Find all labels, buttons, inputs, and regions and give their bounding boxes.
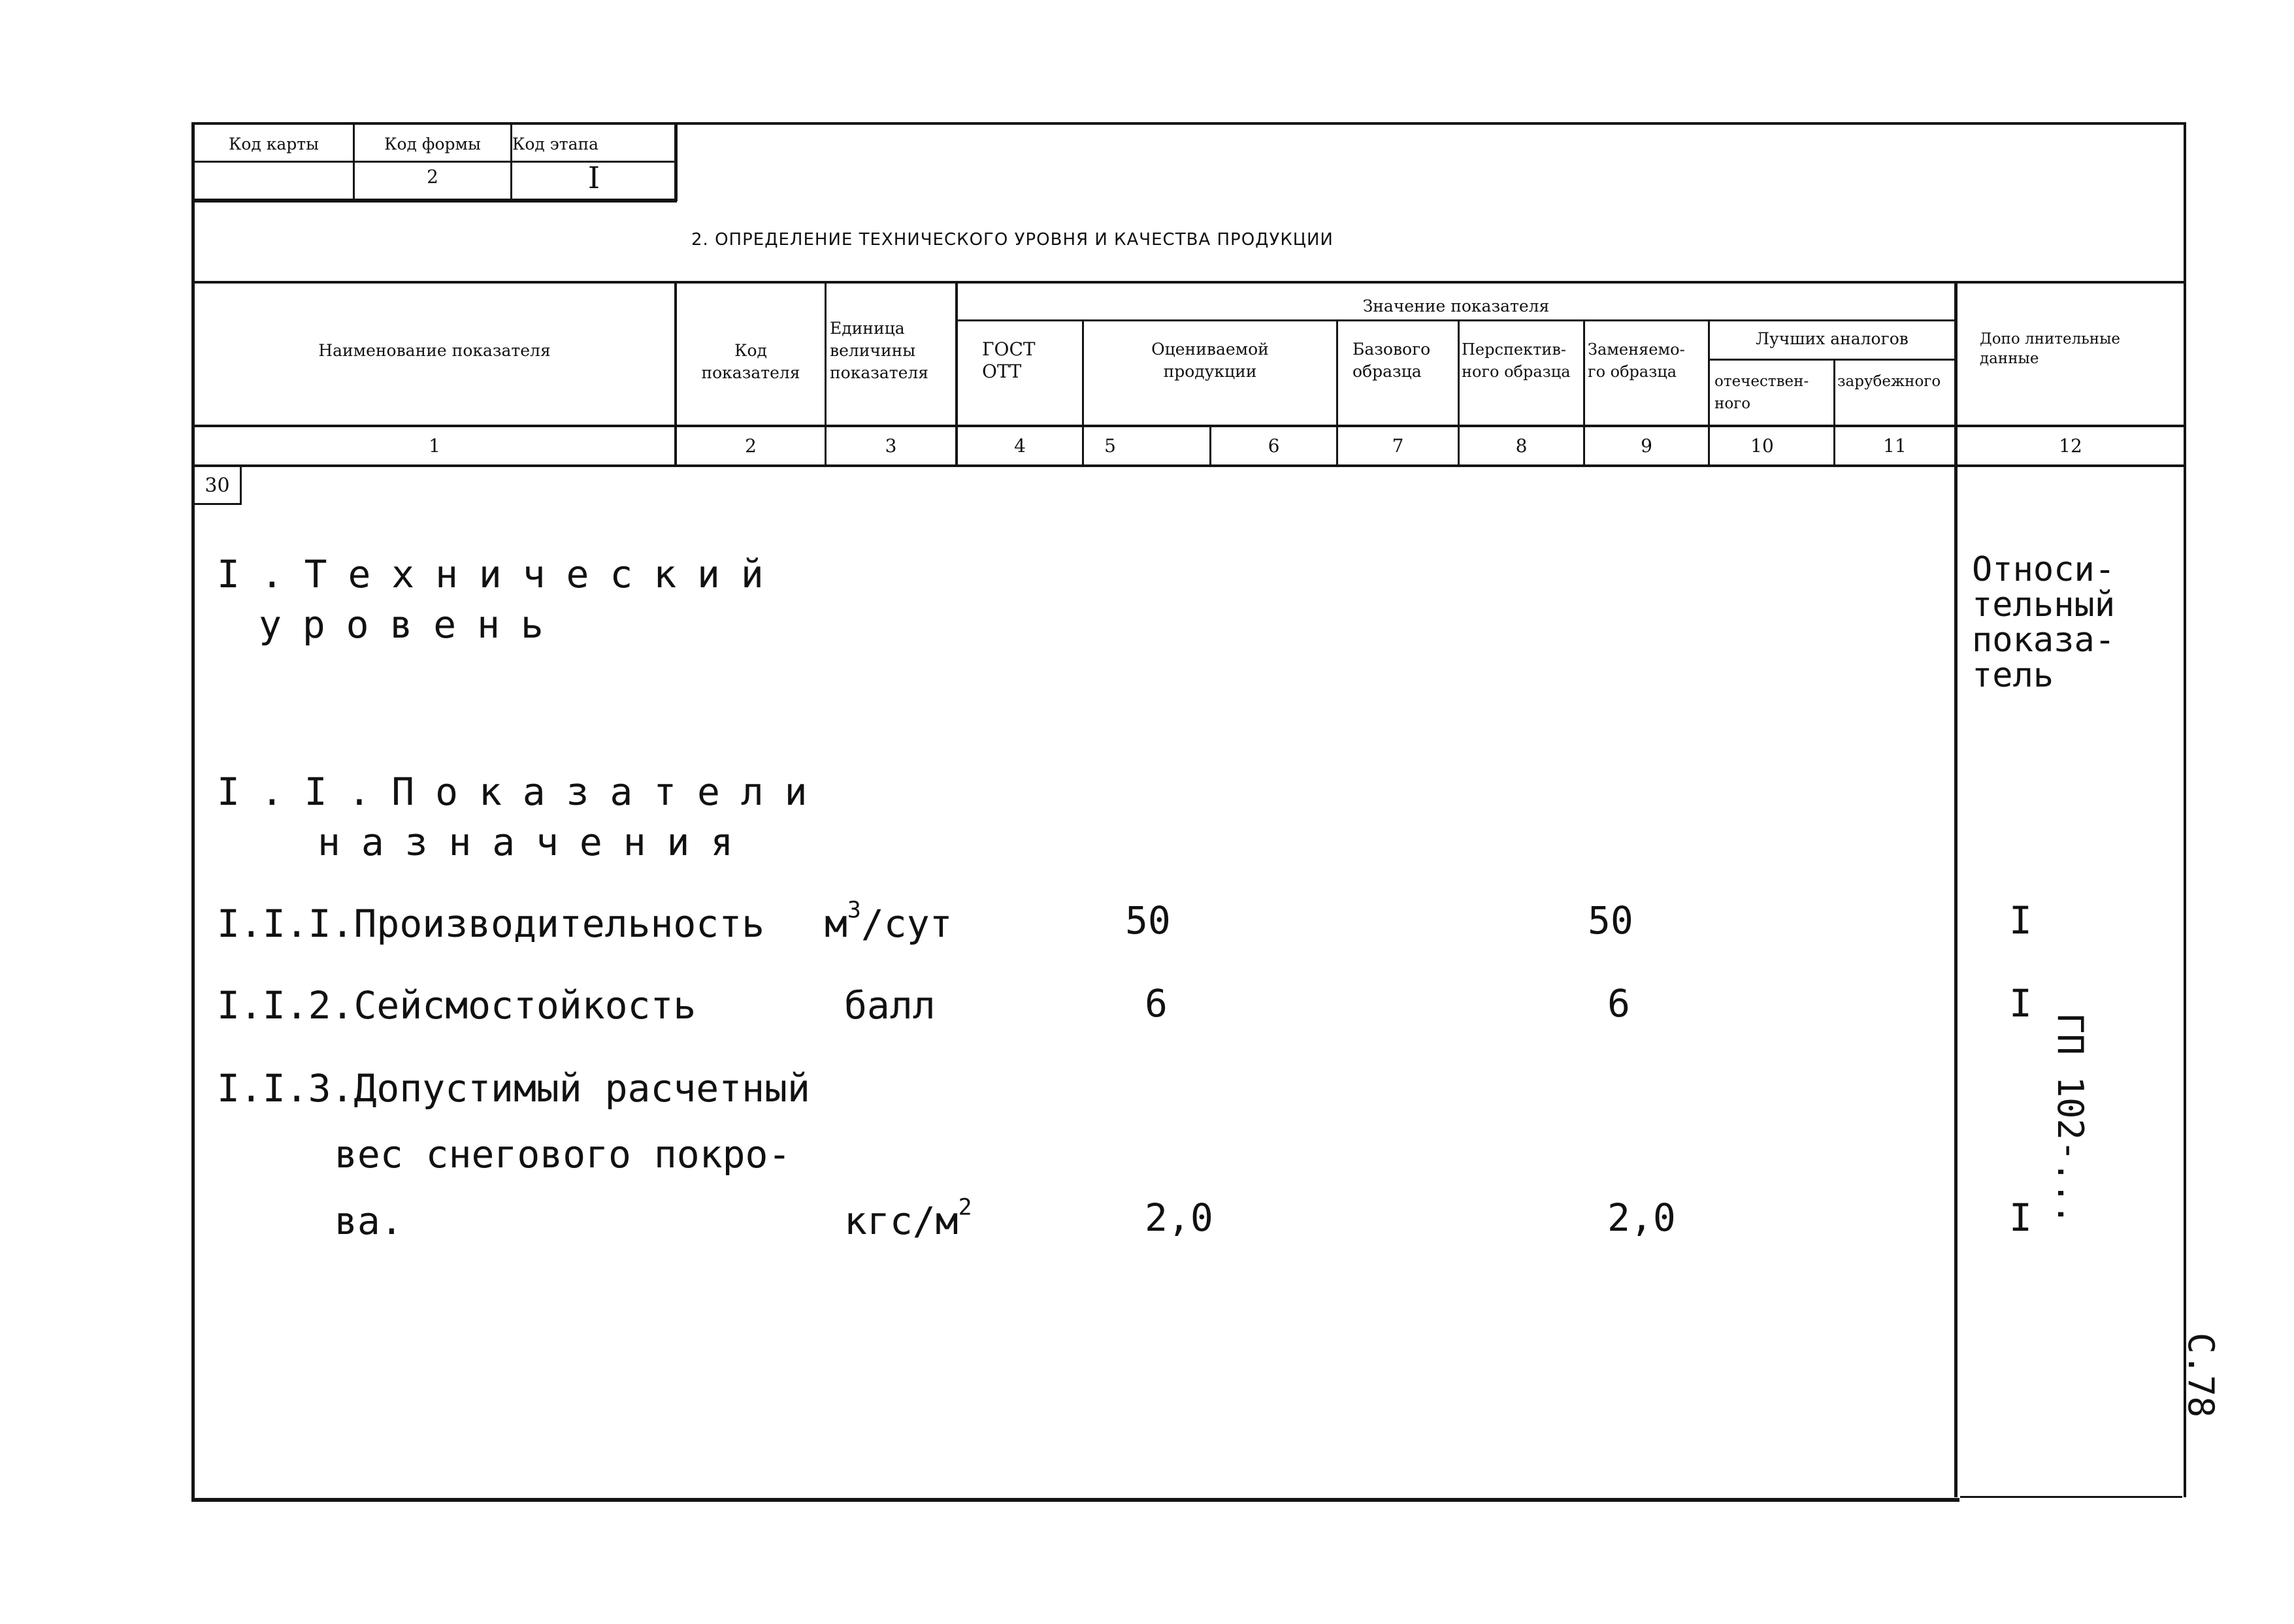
header-top [193, 281, 2186, 284]
values-group-line [957, 319, 1956, 321]
header-additional: Допо лнительные данные [1980, 331, 2121, 367]
header-indicator-code: Код показателя [701, 341, 800, 382]
section-purpose-line2: назначения [318, 820, 755, 864]
row-3-name-line1: I.I.3.Допустимый расчетный [217, 1066, 810, 1111]
col-num-1: 1 [429, 435, 440, 457]
form-code-value: 2 [427, 166, 438, 187]
row-2-additional: I [2009, 981, 2032, 1026]
header-foreign: зарубежного [1837, 373, 1941, 390]
header-gost: ГОСТ ОТТ [982, 338, 1036, 382]
row-2-evaluated: 6 [1145, 981, 1168, 1026]
row-1-additional: I [2009, 898, 2032, 943]
row-2-replaced: 6 [1607, 981, 1630, 1026]
frame-bottom [191, 1498, 1959, 1502]
stage-code-value: I [587, 160, 600, 195]
page-number: 30 [205, 474, 230, 497]
header-best-analogs: Лучших аналогов [1756, 329, 1909, 348]
row-3-evaluated: 2,0 [1145, 1195, 1213, 1240]
row-3-unit: кгс/$м^2$ [844, 1194, 972, 1243]
col-num-8: 8 [1515, 435, 1528, 457]
pagebox-bottom [193, 503, 242, 505]
codes-divider-2 [193, 199, 677, 203]
col-num-9: 9 [1641, 435, 1652, 457]
row-1-unit: $м^3$/сут [825, 897, 953, 946]
header-indicator-name: Наименование показателя [318, 341, 551, 360]
side-stamp-top: ГП 102-... [2050, 1013, 2091, 1226]
header-value-group: Значение показателя [1362, 297, 1550, 316]
frame-right [2184, 122, 2186, 1497]
col-num-12: 12 [2059, 435, 2082, 457]
frame-left [191, 122, 195, 1501]
header-domestic: отечествен- ного [1714, 373, 1809, 412]
card-code-label: Код карты [228, 135, 319, 154]
col-num-5: 5 [1104, 435, 1116, 457]
row-1-evaluated: 50 [1125, 898, 1171, 943]
col-num-11: 11 [1883, 435, 1907, 457]
pagebox-right [240, 466, 242, 504]
row-2-name: I.I.2.Сейсмостойкость [217, 983, 696, 1028]
row-3-replaced: 2,0 [1607, 1195, 1676, 1240]
row-3-name-line3: ва. [335, 1199, 403, 1243]
col-num-10: 10 [1750, 435, 1774, 457]
frame-bottom-right [1960, 1496, 2182, 1498]
section-tech-level-line2: уровень [259, 602, 565, 647]
header-bottom [193, 425, 2186, 427]
header-replaced: Заменяемо- го образца [1588, 340, 1685, 381]
row-3-name-line2: вес снегового покро- [335, 1132, 791, 1177]
frame-top [193, 122, 2186, 125]
col-num-4: 4 [1014, 435, 1026, 457]
col-num-6: 6 [1268, 435, 1280, 457]
col-num-2: 2 [745, 435, 757, 457]
form-title: 2. ОПРЕДЕЛЕНИЕ ТЕХНИЧЕСКОГО УРОВНЯ И КАЧЕСТВА ПРОДУКЦИИ [691, 230, 1334, 250]
header-prospective: Перспектив- ного образца [1462, 340, 1571, 381]
stage-code-label: Код этапа [512, 135, 599, 154]
colnums-bottom [193, 464, 2186, 467]
additional-note: Относи- тельный показа- тель [1972, 550, 2116, 695]
row-2-unit: балл [844, 983, 936, 1028]
vline-c11 [1954, 281, 1958, 1497]
header-base: Базового образца [1352, 340, 1431, 381]
header-unit: Единица величины показателя [830, 319, 929, 382]
col-num-3: 3 [885, 435, 897, 457]
form-code-label: Код формы [384, 135, 481, 154]
row-1-replaced: 50 [1588, 898, 1633, 943]
col-num-7: 7 [1392, 435, 1404, 457]
row-1-name: I.I.I.Производительность [217, 901, 765, 946]
analogs-line [1708, 359, 1956, 361]
row-3-additional: I [2009, 1195, 2032, 1240]
side-stamp-bottom: С.78 [2180, 1333, 2221, 1418]
header-evaluated: Оцениваемой продукции [1151, 340, 1269, 381]
section-purpose-line1: I.I.Показатели [217, 770, 828, 814]
section-tech-level-line1: I.Технический [217, 552, 785, 596]
